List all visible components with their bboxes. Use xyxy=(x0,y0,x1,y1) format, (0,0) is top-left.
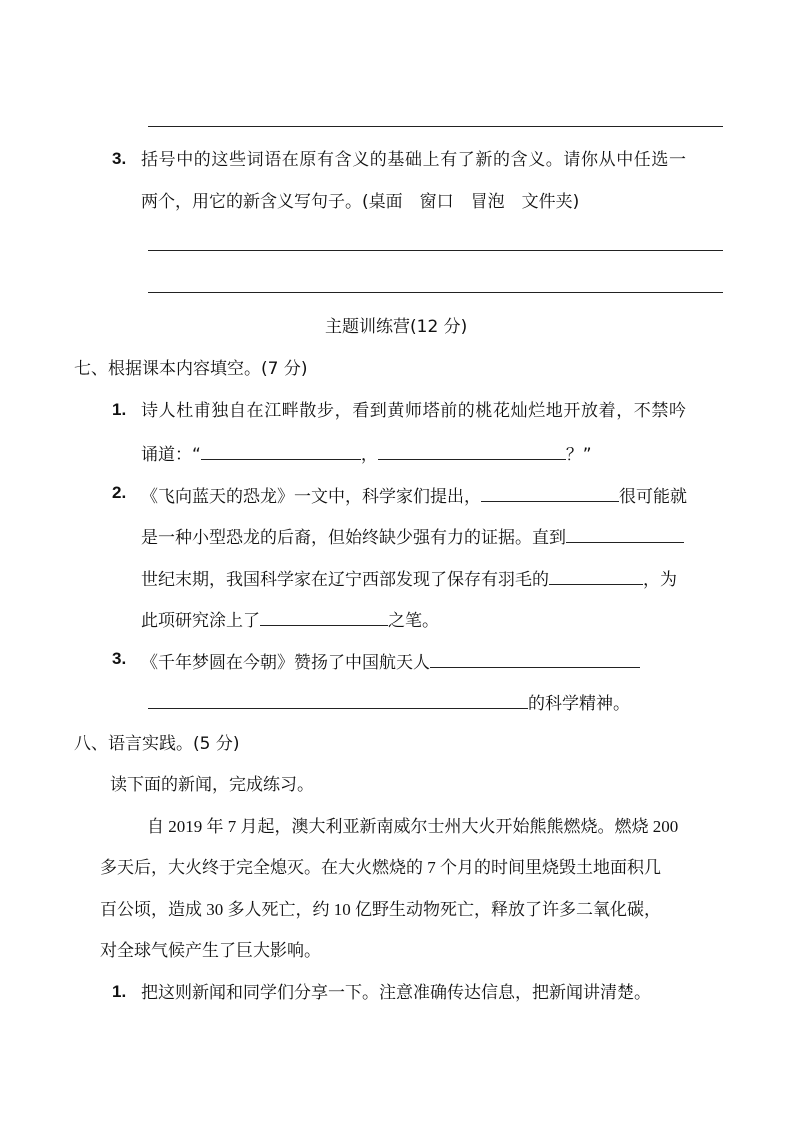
question-number: 1. xyxy=(112,400,127,419)
question-text-line: 诗人杜甫独自在江畔散步，看到黄师塔前的桃花灿烂地开放着，不禁吟 xyxy=(141,401,687,421)
question-number: 3. xyxy=(112,149,127,168)
question-text-line xyxy=(148,690,630,715)
news-line: 多天后，大火终于完全熄灭。在大火燃烧的 7 个月的时间里烧毁土地面积几 xyxy=(100,858,661,877)
fill-blank[interactable] xyxy=(566,524,684,543)
text-span: ，为 xyxy=(643,570,677,590)
section-heading: 八、语言实践。(5 分) xyxy=(74,734,240,754)
question-text-line xyxy=(141,649,640,674)
quote-suffix: ？” xyxy=(565,445,592,465)
text-span: 世纪末期，我国科学家在辽宁西部发现了保存有羽毛的 xyxy=(141,570,549,590)
news-line: 对全球气候产生了巨大影响。 xyxy=(100,941,321,960)
text-span: 《千年梦圆在今朝》赞扬了中国航天人 xyxy=(141,653,430,673)
fill-blank[interactable] xyxy=(430,649,640,668)
quote-prefix: 诵道：“ xyxy=(141,445,201,465)
answer-line[interactable] xyxy=(148,250,723,251)
fill-blank[interactable] xyxy=(148,690,528,709)
news-line: 自 2019 年 7 月起，澳大利亚新南威尔士州大火开始熊熊燃烧。燃烧 200 xyxy=(147,817,679,836)
question-text-line: 两个，用它的新含义写句子。(桌面 窗口 冒泡 文件夹) xyxy=(141,192,580,212)
fill-blank[interactable] xyxy=(260,607,388,626)
question-number: 3. xyxy=(112,649,127,668)
section-title: 主题训练营(12 分) xyxy=(325,317,468,337)
text-span: 是一种小型恐龙的后裔，但始终缺少强有力的证据。直到 xyxy=(141,528,566,548)
question-text-line: 括号中的这些词语在原有含义的基础上有了新的含义。请你从中任选一 xyxy=(141,150,687,170)
text-span: 的科学精神。 xyxy=(528,694,630,714)
question-text-line xyxy=(141,441,592,466)
question-text-line xyxy=(141,566,677,591)
text-span: 《飞向蓝天的恐龙》一文中，科学家们提出， xyxy=(141,487,481,507)
question-text-line: 把这则新闻和同学们分享一下。注意准确传达信息，把新闻讲清楚。 xyxy=(141,983,651,1003)
comma: ， xyxy=(360,445,378,465)
section-heading: 七、根据课本内容填空。(7 分) xyxy=(74,359,308,379)
fill-blank[interactable] xyxy=(201,441,361,460)
question-text-line xyxy=(141,483,687,508)
question-text-line xyxy=(141,524,684,549)
fill-blank[interactable] xyxy=(378,441,566,460)
question-text-line xyxy=(141,607,439,632)
text-span: 此项研究涂上了 xyxy=(141,611,260,631)
news-line: 百公顷，造成 30 多人死亡，约 10 亿野生动物死亡，释放了许多二氧化碳， xyxy=(100,900,661,919)
text-span: 很可能就 xyxy=(619,487,687,507)
question-number: 1. xyxy=(112,982,127,1001)
question-number: 2. xyxy=(112,483,127,502)
fill-blank[interactable] xyxy=(549,566,643,585)
text-span: 之笔。 xyxy=(388,611,439,631)
fill-blank[interactable] xyxy=(481,483,619,502)
answer-line[interactable] xyxy=(148,292,723,293)
answer-line-top[interactable] xyxy=(148,126,723,127)
instruction-text: 读下面的新闻，完成练习。 xyxy=(110,775,314,795)
